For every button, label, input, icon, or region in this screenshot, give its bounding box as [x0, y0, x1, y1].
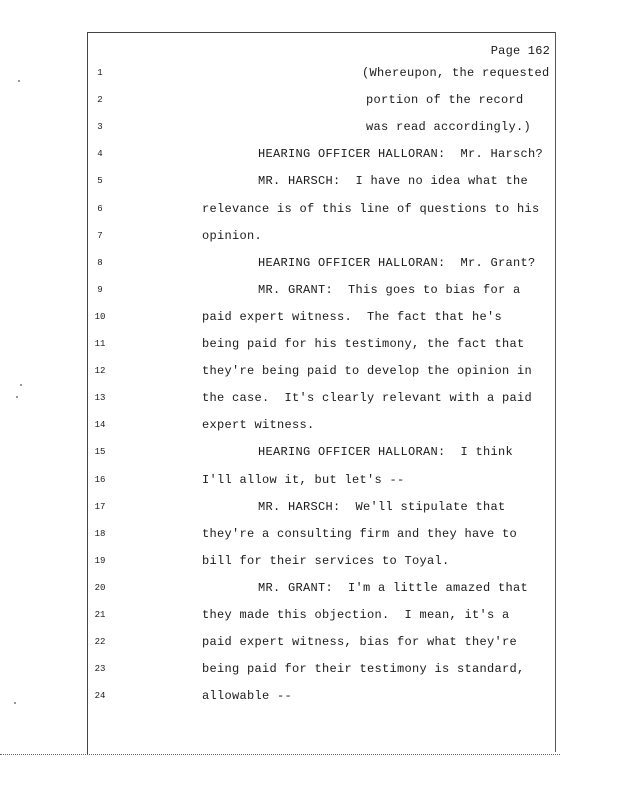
line-text: I'll allow it, but let's --	[202, 472, 405, 487]
transcript-line	[0, 445, 618, 465]
transcript-line	[0, 391, 618, 411]
transcript-line	[0, 527, 618, 547]
line-text: relevance is of this line of questions to his	[202, 201, 540, 216]
scan-speck	[14, 702, 16, 704]
transcript-line	[0, 337, 618, 357]
transcript-line	[0, 229, 618, 249]
line-text: portion of the record	[366, 93, 524, 108]
line-number: 8	[97, 257, 103, 268]
line-number: 5	[97, 176, 103, 187]
scan-speck	[16, 396, 18, 398]
transcript-line	[0, 554, 618, 574]
line-number: 15	[94, 447, 106, 458]
line-text: allowable --	[202, 689, 293, 704]
line-text: HEARING OFFICER HALLORAN: Mr. Harsch?	[258, 147, 544, 162]
transcript-line	[0, 66, 618, 86]
line-number: 10	[94, 311, 106, 322]
line-number: 1	[97, 68, 103, 78]
line-text: was read accordingly.)	[366, 120, 532, 135]
transcript-line	[0, 202, 618, 222]
transcript-line	[0, 364, 618, 384]
transcript-line	[0, 662, 618, 682]
line-number: 17	[94, 501, 106, 512]
line-text: (Whereupon, the requested	[362, 66, 550, 80]
line-text: paid expert witness, bias for what they're	[202, 635, 518, 650]
line-number: 6	[97, 203, 103, 214]
line-text: expert witness.	[202, 418, 315, 433]
line-text: MR. HARSCH: We'll stipulate that	[258, 499, 506, 514]
line-number: 18	[94, 528, 106, 539]
line-text: HEARING OFFICER HALLORAN: Mr. Grant?	[258, 255, 536, 270]
line-text: they made this objection. I mean, it's a	[202, 608, 510, 622]
line-number: 19	[94, 555, 106, 566]
line-number: 2	[97, 95, 103, 106]
line-number: 16	[94, 474, 106, 485]
transcript-line	[0, 418, 618, 438]
line-text: the case. It's clearly relevant with a paid	[202, 391, 533, 406]
line-text: opinion.	[202, 228, 263, 243]
transcript-line	[0, 473, 618, 493]
line-text: being paid for his testimony, the fact that	[202, 337, 525, 351]
transcript-line	[0, 93, 618, 113]
line-number: 20	[94, 582, 106, 593]
bottom-border	[0, 754, 560, 755]
scan-speck	[20, 384, 22, 386]
line-number: 22	[94, 637, 106, 648]
line-number: 14	[94, 420, 106, 431]
line-text: they're a consulting firm and they have to	[202, 526, 518, 541]
line-text: MR. GRANT: I'm a little amazed that	[258, 580, 529, 595]
transcript-line	[0, 256, 618, 276]
scan-speck	[18, 80, 20, 82]
line-number: 24	[94, 691, 106, 702]
transcript-line	[0, 689, 618, 709]
transcript-line	[0, 635, 618, 655]
line-number: 21	[94, 610, 106, 620]
transcript-line	[0, 581, 618, 601]
transcript-line	[0, 120, 618, 140]
transcript-line	[0, 283, 618, 303]
transcript-line	[0, 174, 618, 194]
line-number: 13	[94, 393, 106, 404]
line-text: MR. GRANT: This goes to bias for a	[258, 282, 521, 297]
line-number: 3	[97, 122, 103, 133]
line-number: 11	[94, 339, 106, 349]
transcript-line	[0, 310, 618, 330]
line-text: paid expert witness. The fact that he's	[202, 309, 503, 324]
top-border	[88, 32, 556, 33]
line-text: HEARING OFFICER HALLORAN: I think	[258, 445, 514, 460]
line-text: being paid for their testimony is standard,	[202, 662, 525, 677]
transcript-line	[0, 500, 618, 520]
line-text: MR. HARSCH: I have no idea what the	[258, 174, 529, 189]
line-number: 9	[97, 284, 103, 295]
line-number: 4	[97, 149, 103, 160]
line-text: bill for their services to Toyal.	[202, 553, 450, 568]
line-number: 12	[94, 366, 106, 377]
page-number: Page 162	[490, 44, 550, 58]
line-text: they're being paid to develop the opinion in	[202, 364, 533, 379]
transcript-line	[0, 608, 618, 628]
transcript-line	[0, 147, 618, 167]
line-number: 23	[94, 664, 106, 675]
line-number: 7	[97, 230, 103, 241]
